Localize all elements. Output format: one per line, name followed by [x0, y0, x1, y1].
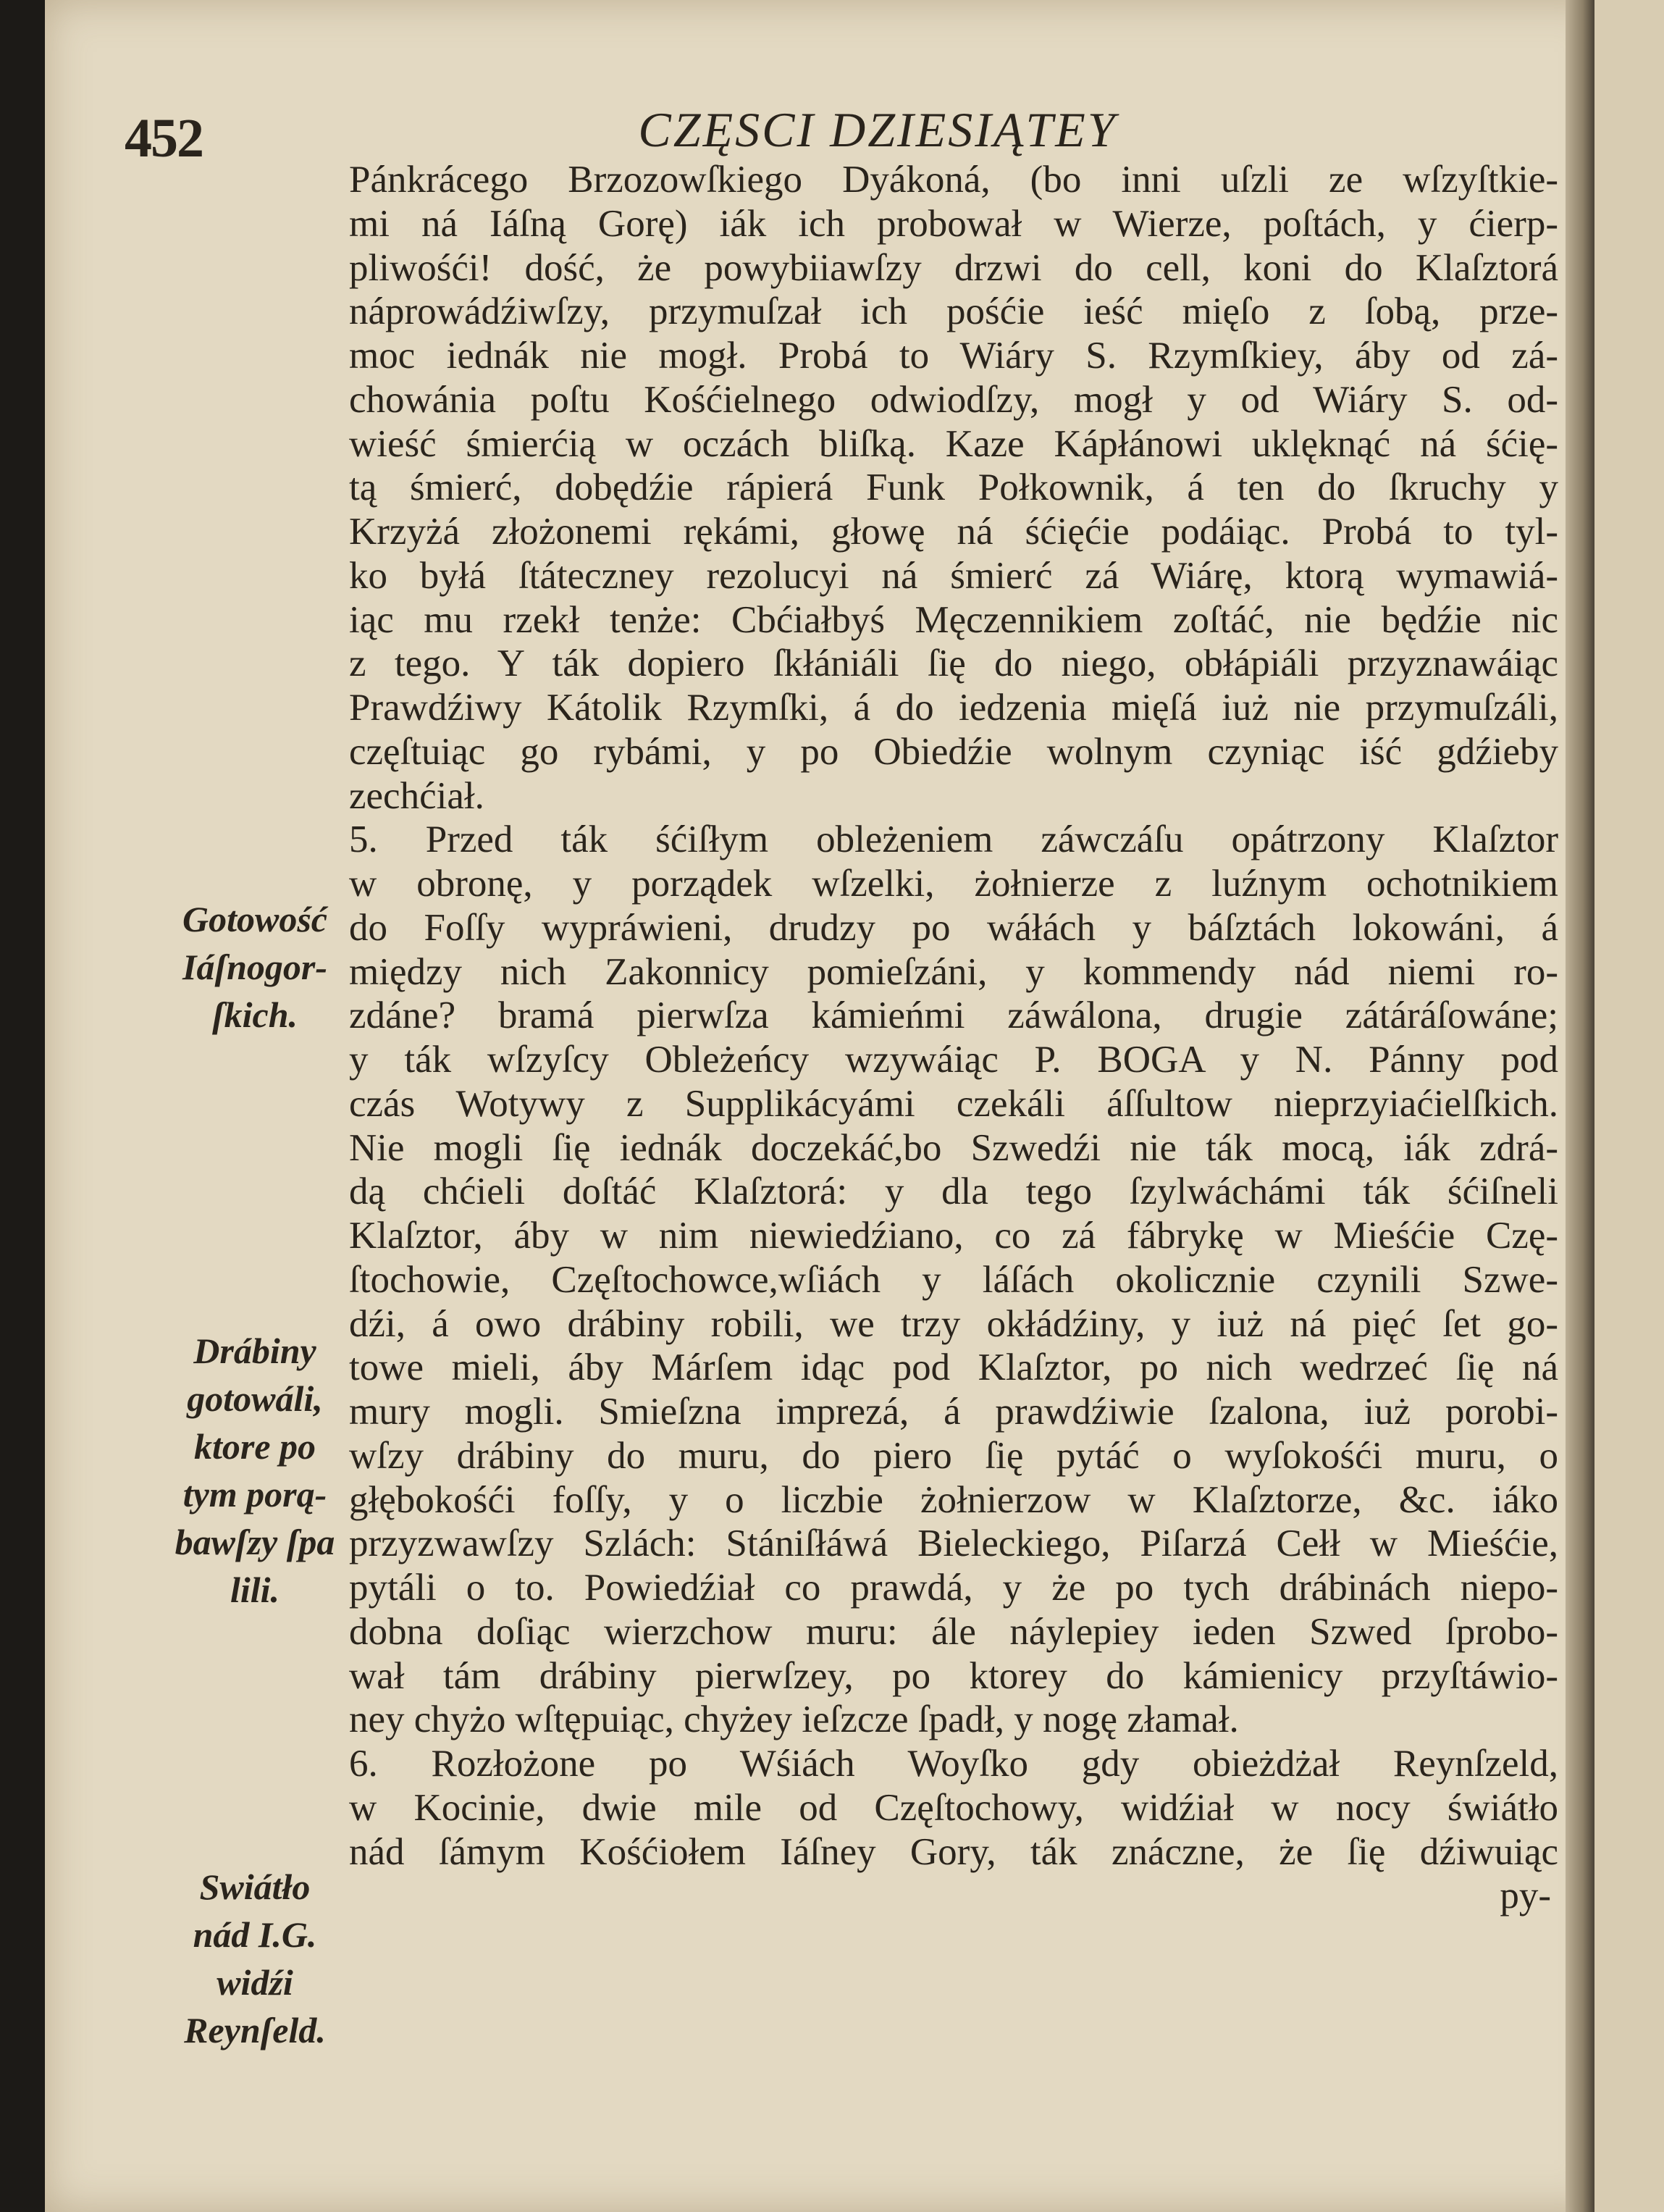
text-line: dźi, á owo drábiny robili, we trzy okłádźiny, y iuż ná pięć ſet go- [349, 1302, 1558, 1345]
text-line: wieść śmierćią w oczách bliſką. Kaze Kápłánowi uklęknąć ná śćię- [349, 422, 1558, 465]
margin-note-line: Swiátło [199, 1867, 311, 1907]
text-line: náprowádźiwſzy, przymuſzał ich pośćie ieść mięſo z ſobą, prze- [349, 290, 1558, 333]
text-line: ko byłá ſtáteczney rezolucyi ná śmierć zá Wiárę, ktorą wymawiá- [349, 554, 1558, 597]
margin-note-line: ktore po [193, 1426, 316, 1467]
margin-note-line: lili. [230, 1570, 280, 1610]
margin-note-gotowosc [168, 895, 342, 1039]
text-line: do Foſſy wypráwieni, drudzy po wáłách y báſztách lokowáni, á [349, 906, 1558, 949]
margin-note-drabiny [168, 1327, 342, 1614]
margin-note-line: gotowáli, [187, 1378, 323, 1419]
text-line: częſtuiąc go rybámi, y po Obiedźie wolnym czyniąc iść gdźieby [349, 730, 1558, 773]
text-line: czás Wotywy z Supplikácyámi czekáli áſſultow nieprzyiaćielſkich. [349, 1082, 1558, 1125]
margin-note-line: Drábiny [193, 1331, 316, 1371]
text-line: zechćiał. [349, 774, 484, 817]
text-line: nád ſámym Kośćiołem Iáſney Gory, ták znáczne, że ſię dźiwuiąc [349, 1830, 1558, 1873]
margin-note-swiatlo [168, 1863, 342, 2054]
text-line: tą śmierć, dobędźie rápierá Funk Połkownik, á ten do ſkruchy y [349, 466, 1558, 509]
text-line: y ták wſzyſcy Obleżeńcy wzywáiąc P. BOGA y N. Pánny pod [349, 1039, 1558, 1081]
margin-note-line: Reynſeld. [184, 2010, 326, 2050]
book-page [45, 0, 1606, 2212]
text-line: mi ná Iáſną Gorę) iák ich probował w Wierze, poſtách, y ćierp- [349, 202, 1558, 245]
text-line: w Kocinie, dwie mile od Częſtochowy, widźiał w nocy świátło [349, 1786, 1558, 1829]
text-line: wał tám drábiny pierwſzey, po ktorey do kámienicy przyſtáwio- [349, 1654, 1558, 1697]
body-text [349, 158, 1558, 1918]
text-line: w obronę, y porządek wſzelki, żołnierze z luźnym ochotnikiem [349, 863, 1558, 905]
text-line: 5. Przed ták śćiſłym obleżeniem záwczáſu opátrzony Klaſztor [349, 818, 1558, 861]
text-line: Prawdźiwy Kátolik Rzymſki, á do iedzenia mięſá iuż nie przymuſzáli, [349, 687, 1558, 729]
text-line: mury mogli. Smieſzna imprezá, á prawdźiwie ſzalona, iuż porobi- [349, 1391, 1558, 1433]
margin-note-line: Gotowość [182, 899, 327, 939]
text-line: zdáne? bramá pierwſza kámieńmi záwálona, drugie zátáráſowáne; [349, 994, 1558, 1037]
running-head: CZĘSCI DZIESIĄTEY [638, 102, 1117, 157]
text-line: moc iednák nie mogł. Probá to Wiáry S. Rzymſkiey, áby od zá- [349, 335, 1558, 377]
page-number: 452 [125, 108, 203, 169]
text-line: dobna doſiąc wierzchow muru: ále náylepiey ieden Szwed ſprobo- [349, 1610, 1558, 1653]
margin-note-line: Iáſnogor- [182, 947, 328, 987]
text-line: pliwośći! dość, że powybiiawſzy drzwi do cell, koni do Klaſztorá [349, 246, 1558, 289]
text-line: towe mieli, áby Márſem idąc pod Klaſztor, po nich wedrzeć ſię ná [349, 1346, 1558, 1389]
margin-note-line: widźi [217, 1962, 293, 2003]
text-line: pytáli o to. Powiedźiał co prawdá, y że po tych drábinách niepo- [349, 1567, 1558, 1609]
book-gutter [1566, 0, 1594, 2212]
text-line: Nie mogli ſię iednák doczekáć,bo Szwedźi nie ták mocą, iák zdrá- [349, 1126, 1558, 1169]
text-line: przyzwawſzy Szlách: Stániſłáwá Bieleckiego, Piſarzá Cełł w Mieśćie, [349, 1522, 1558, 1565]
text-line: dą chćieli doſtáć Klaſztorá: y dla tego ſzylwáchámi ták śćiſneli [349, 1170, 1558, 1213]
text-line: głębokośći foſſy, y o liczbie żołnierzow w Klaſztorze, &c. iáko [349, 1478, 1558, 1521]
text-line: 6. Rozłożone po Wśiách Woyſko gdy obieżdżał Reynſzeld, [349, 1743, 1558, 1785]
facing-page-edge [1594, 0, 1664, 2212]
text-line: Klaſztor, áby w nim niewiedźiano, co zá fábrykę w Mieśćie Czę- [349, 1215, 1558, 1257]
catchword: py- [1500, 1874, 1551, 1917]
text-line: ney chyżo wſtępuiąc, chyżey ieſzcze ſpadł, y nogę złamał. [349, 1698, 1239, 1741]
text-line: między nich Zakonnicy pomieſzáni, y kommendy nád niemi ro- [349, 950, 1558, 993]
margin-note-line: ſkich. [211, 994, 298, 1035]
text-line: chowánia poſtu Kośćielnego odwiodſzy, mogł y od Wiáry S. od- [349, 378, 1558, 421]
text-line: wſzy drábiny do muru, do piero ſię pytáć o wyſokośći muru, o [349, 1434, 1558, 1477]
text-line: Krzyżá złożonemi rękámi, głowę ná śćięćie podáiąc. Probá to tyl- [349, 511, 1558, 553]
margin-note-line: nád I.G. [193, 1914, 317, 1955]
text-line: z tego. Y ták dopiero ſkłániáli ſię do niego, obłápiáli przyznawáiąc [349, 642, 1558, 685]
margin-note-line: tym porą- [182, 1474, 327, 1515]
text-line: ſtochowie, Częſtochowce,wſiách y láſách okolicznie czynili Szwe- [349, 1258, 1558, 1301]
text-line: Pánkrácego Brzozowſkiego Dyákoná, (bo inni uſzli ze wſzyſtkie- [349, 159, 1558, 201]
margin-note-line: bawſzy ſpa [175, 1522, 335, 1562]
text-line: iąc mu rzekł tenże: Cbćiałbyś Męczennikiem zoſtáć, nie będźie nic [349, 598, 1558, 641]
